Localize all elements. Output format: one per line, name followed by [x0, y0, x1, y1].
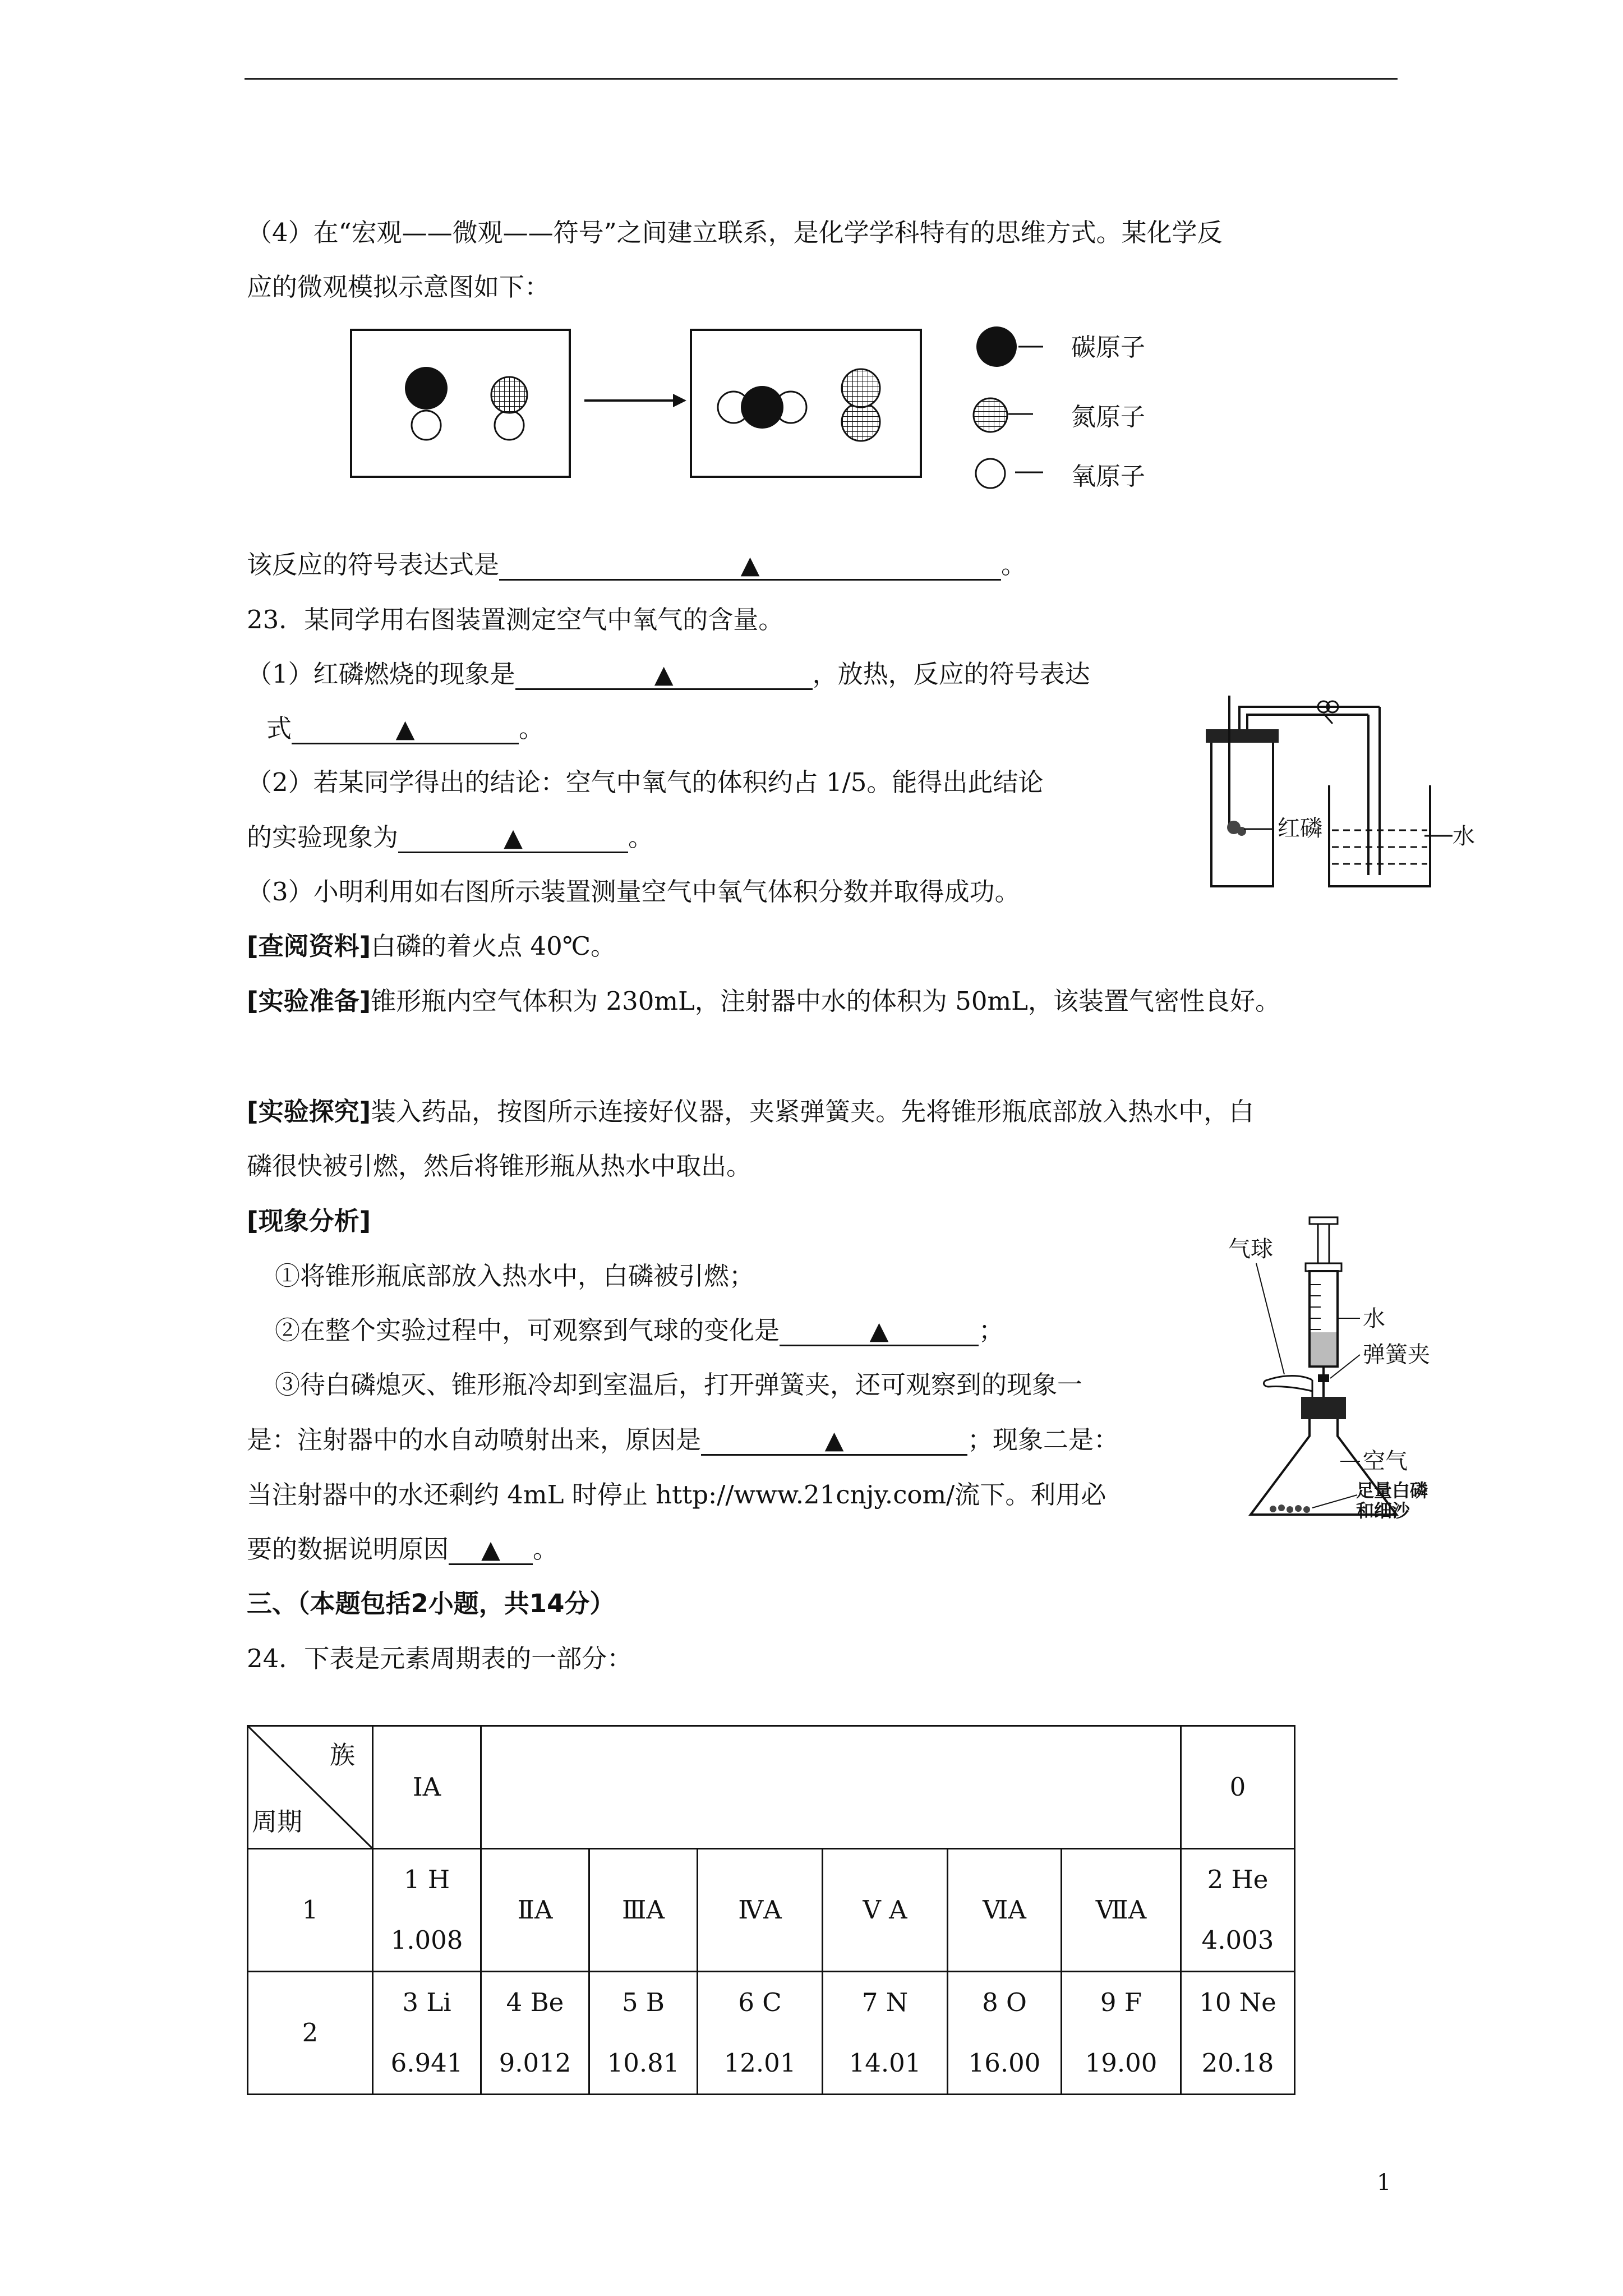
answer-blank[interactable]	[515, 660, 813, 690]
table-row	[248, 1972, 1295, 2095]
water-label: 水	[1453, 823, 1475, 849]
analysis-item-1: ①将锥形瓶底部放入热水中，白磷被引燃；	[275, 1261, 755, 1291]
period-header-label: 周期	[252, 1807, 303, 1837]
element-B-cell: 5 B 10.81	[589, 1972, 698, 2095]
triangle-marker-icon: ▲	[869, 1317, 889, 1345]
period-1-label: 1	[248, 1849, 373, 1972]
q23-part1-line2: 式 ▲ 。	[266, 708, 544, 744]
element-He-cell: 2 He 4.003	[1181, 1849, 1295, 1972]
balloon-label: 气球	[1228, 1236, 1273, 1262]
element-Ne-cell: 10 Ne 20.18	[1181, 1972, 1295, 2095]
page-number: 1	[1377, 2170, 1391, 2196]
nitrogen-atom	[842, 369, 880, 407]
stopper	[1206, 729, 1279, 743]
table-row	[248, 1849, 1295, 1972]
col-IA-header: IA	[373, 1726, 481, 1849]
q24-title: 24．下表是元素周期表的一部分：	[247, 1644, 633, 1673]
element-F-cell: 9 F 19.00	[1062, 1972, 1181, 2095]
group-IIA-header: ⅡA	[481, 1849, 589, 1972]
triangle-marker-icon: ▲	[740, 551, 760, 579]
white-phosphorus-apparatus-figure	[1228, 1212, 1486, 1526]
answer-blank[interactable]	[449, 1535, 533, 1565]
group-IVA-header: ⅣA	[698, 1849, 823, 1972]
q23-part2-line2: 的实验现象为 ▲ 。	[247, 817, 653, 853]
header-rule	[245, 78, 1398, 80]
triangle-marker-icon: ▲	[481, 1535, 500, 1564]
nitrogen-atom	[491, 377, 527, 413]
col-0-header: 0	[1181, 1726, 1295, 1849]
carbon-atom	[405, 367, 448, 409]
answer-blank[interactable]	[780, 1317, 979, 1346]
period-2-label: 2	[248, 1972, 373, 2095]
analysis-item-3-line1: ③待白磷熄灭、锥形瓶冷却到室温后，打开弹簧夹，还可观察到的现象一	[275, 1370, 1083, 1400]
explore-label: [实验探究]	[247, 1097, 371, 1126]
element-C-cell: 6 C 12.01	[698, 1972, 823, 2095]
flask-stopper	[1301, 1397, 1346, 1419]
oxygen-atom	[412, 411, 441, 440]
carbon-atom	[741, 386, 783, 429]
q22-4-answer-line: 该反应的符号表达式是 ▲ 。	[247, 544, 1026, 581]
legend-carbon-icon	[976, 326, 1017, 367]
element-Li-cell: 3 Li 6.941	[373, 1972, 481, 2095]
triangle-marker-icon: ▲	[824, 1426, 844, 1455]
q23-part3: （3）小明利用如右图所示装置测量空气中氧气体积分数并取得成功。	[247, 877, 1020, 907]
q23-part1-line1: （1）红磷燃烧的现象是 ▲ ，放热，反应的符号表达	[247, 654, 1090, 690]
group-header-label: 族	[329, 1740, 355, 1770]
nitrogen-atom	[842, 403, 880, 441]
explore-line2: 磷很快被引燃，然后将锥形瓶从热水中取出。	[247, 1151, 752, 1181]
analysis-item-3-line4: 要的数据说明原因 ▲ 。	[247, 1529, 558, 1565]
answer-blank[interactable]	[292, 715, 519, 744]
group-IIIA-header: ⅢA	[589, 1849, 698, 1972]
white-phosphorus-label: 足量白磷	[1356, 1480, 1428, 1501]
legend-oxygen-label: 氧原子	[1071, 462, 1145, 491]
group-VIIA-header: ⅦA	[1062, 1849, 1181, 1972]
legend-nitrogen-label: 氮原子	[1071, 403, 1145, 431]
section-3-heading: 三、（本题包括2小题，共14分）	[247, 1589, 615, 1618]
spring-clamp-icon	[1318, 1374, 1329, 1382]
element-N-cell: 7 N 14.01	[823, 1972, 948, 2095]
balloon-icon	[1264, 1376, 1312, 1392]
answer-blank[interactable]	[499, 551, 1001, 581]
element-O-cell: 8 O 16.00	[948, 1972, 1062, 2095]
table-header-row	[248, 1726, 1295, 1849]
fine-sand-label: 和细沙	[1356, 1500, 1410, 1521]
group-VA-header: Ⅴ A	[823, 1849, 948, 1972]
answer-blank[interactable]	[701, 1426, 967, 1456]
red-phosphorus-label: 红磷	[1278, 816, 1322, 841]
q22-4-intro-line2: 应的微观模拟示意图如下：	[247, 272, 550, 302]
answer-prefix: 该反应的符号表达式是	[247, 550, 500, 579]
triangle-marker-icon: ▲	[395, 715, 415, 743]
q23-title: 23．某同学用右图装置测定空气中氧气的含量。	[247, 605, 784, 634]
oxygen-atom	[495, 411, 524, 440]
preparation-label: [实验准备]	[247, 986, 371, 1016]
red-phosphorus-apparatus-figure	[1200, 684, 1475, 898]
reference-line: [查阅资料]白磷的着火点 40℃。	[247, 931, 616, 961]
arrow-head-icon	[673, 394, 686, 407]
reaction-micro-diagram	[348, 325, 1239, 494]
analysis-item-3-line2: 是：注射器中的水自动喷射出来，原因是 ▲ ；现象二是：	[247, 1419, 1119, 1456]
air-label: 空气	[1363, 1448, 1408, 1474]
preparation-line: [实验准备]锥形瓶内空气体积为 230mL，注射器中水的体积为 50mL，该装置气密性良好。	[247, 986, 1281, 1016]
legend-oxygen-icon	[976, 459, 1005, 488]
triangle-marker-icon: ▲	[654, 660, 674, 689]
legend-carbon-label: 碳原子	[1071, 333, 1145, 362]
q22-4-intro-line1: （4）在“宏观——微观——符号”之间建立联系，是化学学科特有的思维方式。某化学反	[247, 218, 1223, 247]
reactant-box	[351, 330, 570, 477]
analysis-item-2: ②在整个实验过程中，可观察到气球的变化是 ▲ ；	[275, 1310, 1004, 1346]
syringe-water-label: 水	[1363, 1306, 1385, 1332]
legend-nitrogen-icon	[974, 398, 1007, 432]
clamp-label: 弹簧夹	[1363, 1342, 1430, 1368]
explore-line1: [实验探究]装入药品，按图所示连接好仪器，夹紧弹簧夹。先将锥形瓶底部放入热水中，白	[247, 1097, 1255, 1126]
analysis-item-3-line3: 当注射器中的水还剩约 4mL 时停止 http://www.21cnjy.com/流下。利用必	[247, 1480, 1106, 1510]
empty-header-span	[481, 1726, 1181, 1849]
triangle-marker-icon: ▲	[504, 823, 523, 852]
answer-blank[interactable]	[398, 823, 628, 853]
reference-label: [查阅资料]	[247, 931, 371, 961]
periodic-table	[247, 1725, 1295, 2095]
analysis-label: [现象分析]	[247, 1206, 371, 1236]
element-Be-cell: 4 Be 9.012	[481, 1972, 589, 2095]
q23-part2-line1: （2）若某同学得出的结论：空气中氧气的体积约占 1/5。能得出此结论	[247, 767, 1044, 797]
group-VIA-header: ⅥA	[948, 1849, 1062, 1972]
corner-header-cell	[248, 1726, 373, 1849]
element-H-cell: 1 H 1.008	[373, 1849, 481, 1972]
